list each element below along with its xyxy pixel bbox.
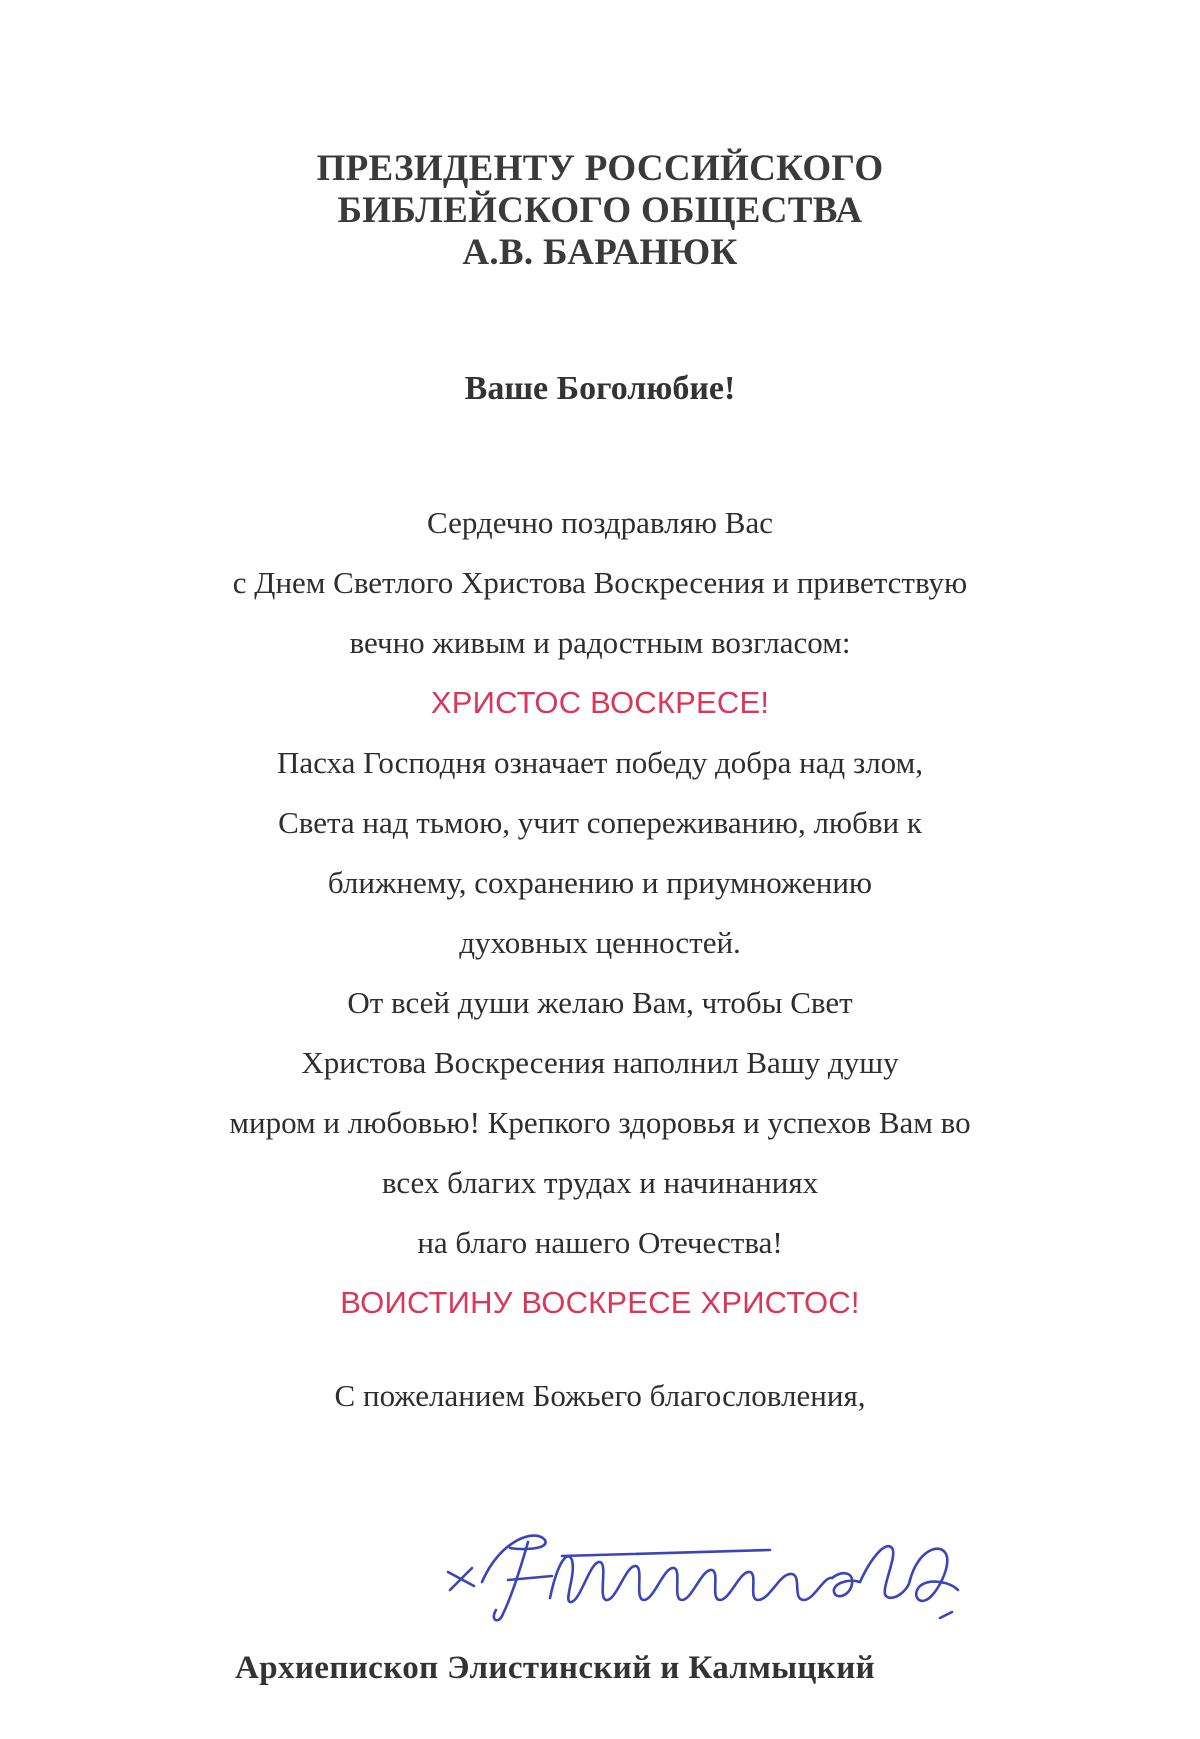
addressee-line: БИБЛЕЙСКОГО ОБЩЕСТВА (337, 190, 863, 231)
addressee-block (0, 148, 1200, 274)
body-line: Сердечно поздравляю Вас (427, 505, 773, 540)
body-line: миром и любовью! Крепкого здоровья и успехов Вам во (229, 1105, 971, 1140)
body-line: духовных ценностей. (459, 925, 741, 960)
easter-greeting: ХРИСТОС ВОСКРЕСЕ! (430, 685, 770, 720)
handwritten-signature (440, 1520, 1000, 1630)
body-line: Света над тьмою, учит сопереживанию, любви к (278, 805, 922, 840)
body-line: всех благих трудах и начинаниях (381, 1165, 819, 1200)
signer-title: Архиепископ Элистинский и Калмыцкий (235, 1650, 876, 1686)
body-line: Пасха Господня означает победу добра над злом, (277, 745, 923, 780)
closing-line: С пожеланием Божьего благословления, (334, 1378, 866, 1413)
body-line: на благо нашего Отечества! (417, 1225, 783, 1260)
easter-response: ВОИСТИНУ ВОСКРЕСЕ ХРИСТОС! (340, 1285, 860, 1320)
salutation: Ваше Боголюбие! (464, 370, 736, 407)
body-line: ближнему, сохранению и приумножению (327, 865, 873, 900)
body-line: с Днем Светлого Христова Воскресения и приветствую (232, 565, 968, 600)
addressee-line: ПРЕЗИДЕНТУ РОССИЙСКОГО (316, 148, 884, 189)
body-line: От всей души желаю Вам, чтобы Свет (347, 985, 853, 1020)
body-line: Христова Воскресения наполнил Вашу душу (301, 1045, 899, 1080)
letter-body (0, 493, 1200, 1333)
body-line: вечно живым и радостным возгласом: (349, 625, 851, 660)
addressee-line: А.В. БАРАНЮК (462, 232, 738, 273)
